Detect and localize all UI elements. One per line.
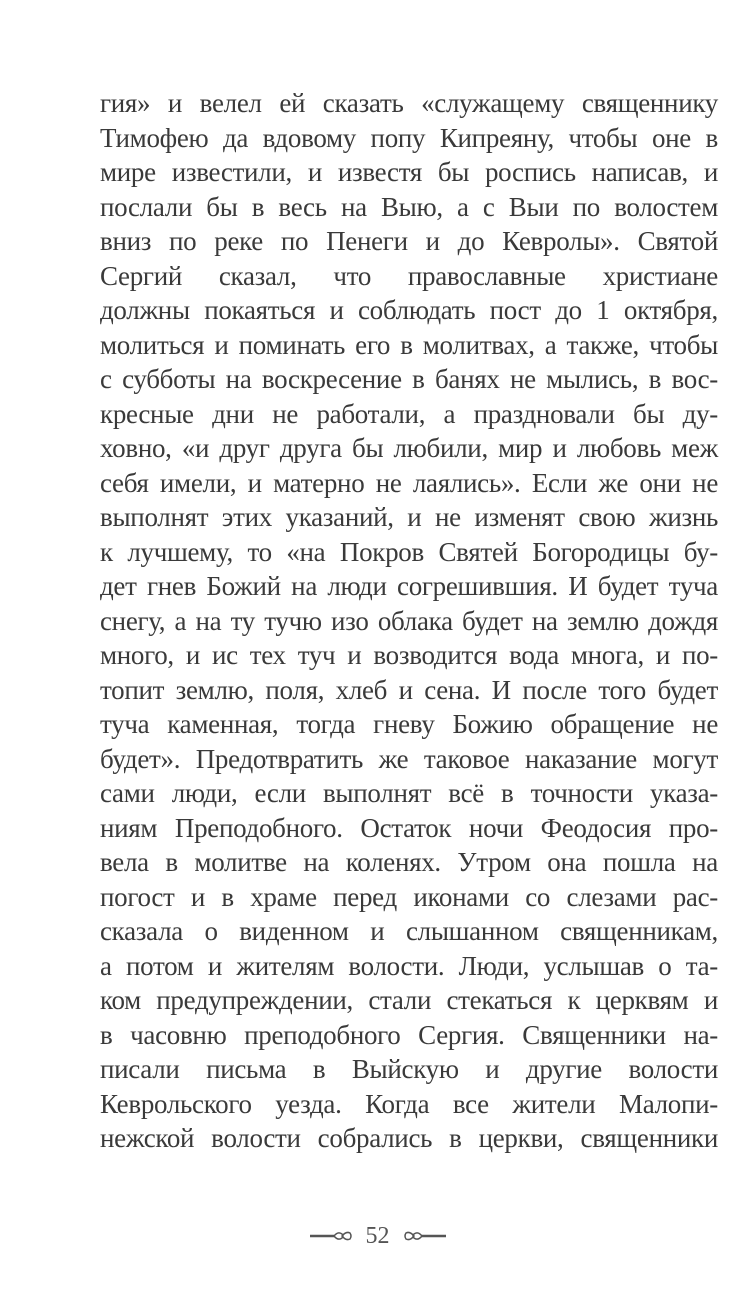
text-line: ниям Преподобного. Остаток ночи Феодосия про- [100,812,718,843]
text-line: дет гнев Божий на люди согрешившия. И будет туча [100,571,718,601]
text-line: в часовню преподобного Сергия. Священники на- [100,1019,718,1050]
text-line: туча каменная, тогда гневу Божию обращение не [100,709,718,739]
text-line: топит землю, поля, хлеб и сена. И после того будет [100,674,718,705]
text-line: Кеврольского уезда. Когда все жители Малопи- [100,1088,718,1119]
text-line: будет». Предотвратить же таковое наказание могут [100,743,718,774]
page-number: 52 [365,1222,390,1249]
text-line: сказала о виденном и слышанном священникам, [100,916,718,946]
text-line: послали бы в весь на Выю, а с Выи по волостем [100,191,718,222]
text-line: к лучшему, то «на Покров Святей Богородицы бу- [100,536,718,567]
text-line: вниз по реке по Пенеги и до Кевролы». Святой [100,226,718,256]
text-line: молиться и поминать его в молитвах, а также, чтобы [100,329,718,360]
text-line: много, и ис тех туч и возводится вода многа, и по- [100,640,718,670]
text-line: должны покаяться и соблюдать пост до 1 октября, [100,295,718,325]
text-line: кресные дни не работали, а праздновали бы ду- [100,398,718,429]
text-line: а потом и жителям волости. Люди, услышав о та- [100,950,718,981]
text-line: ховно, «и друг друга бы любили, мир и любовь меж [100,433,718,463]
text-line: нежской волости собрались в церкви, священники [100,1123,718,1153]
ornament-right-icon [404,1230,446,1242]
text-line: мире известили, и известя бы роспись написав, и [100,157,718,187]
text-line: гия» и велел ей сказать «служащему священнику [100,88,718,118]
text-line: ком предупреждении, стали стекаться к церквям и [100,985,718,1015]
text-line: вела в молитве на коленях. Утром она пошла на [100,847,718,877]
text-line: выполнят этих указаний, и не изменят свою жизнь [100,502,718,532]
body-text [100,86,718,1156]
text-line: себя имели, и матерно не лаялись». Если же они не [100,467,718,498]
ornament-left-icon [310,1230,352,1242]
text-line: Тимофею да вдовому попу Кипреяну, чтобы оне в [100,122,718,153]
text-line: Сергий сказал, что православные христиане [100,260,718,291]
text-line: писали письма в Выйскую и другие волости [100,1054,718,1084]
text-line: с субботы на воскресение в банях не мылись, в вос- [100,364,718,394]
text-line: погост и в храме перед иконами со слезами рас- [100,881,718,912]
page-footer [0,1222,755,1250]
text-line: сами люди, если выполнят всё в точности указа- [100,778,718,808]
text-line: снегу, а на ту тучю изо облака будет на землю дождя [100,605,718,636]
